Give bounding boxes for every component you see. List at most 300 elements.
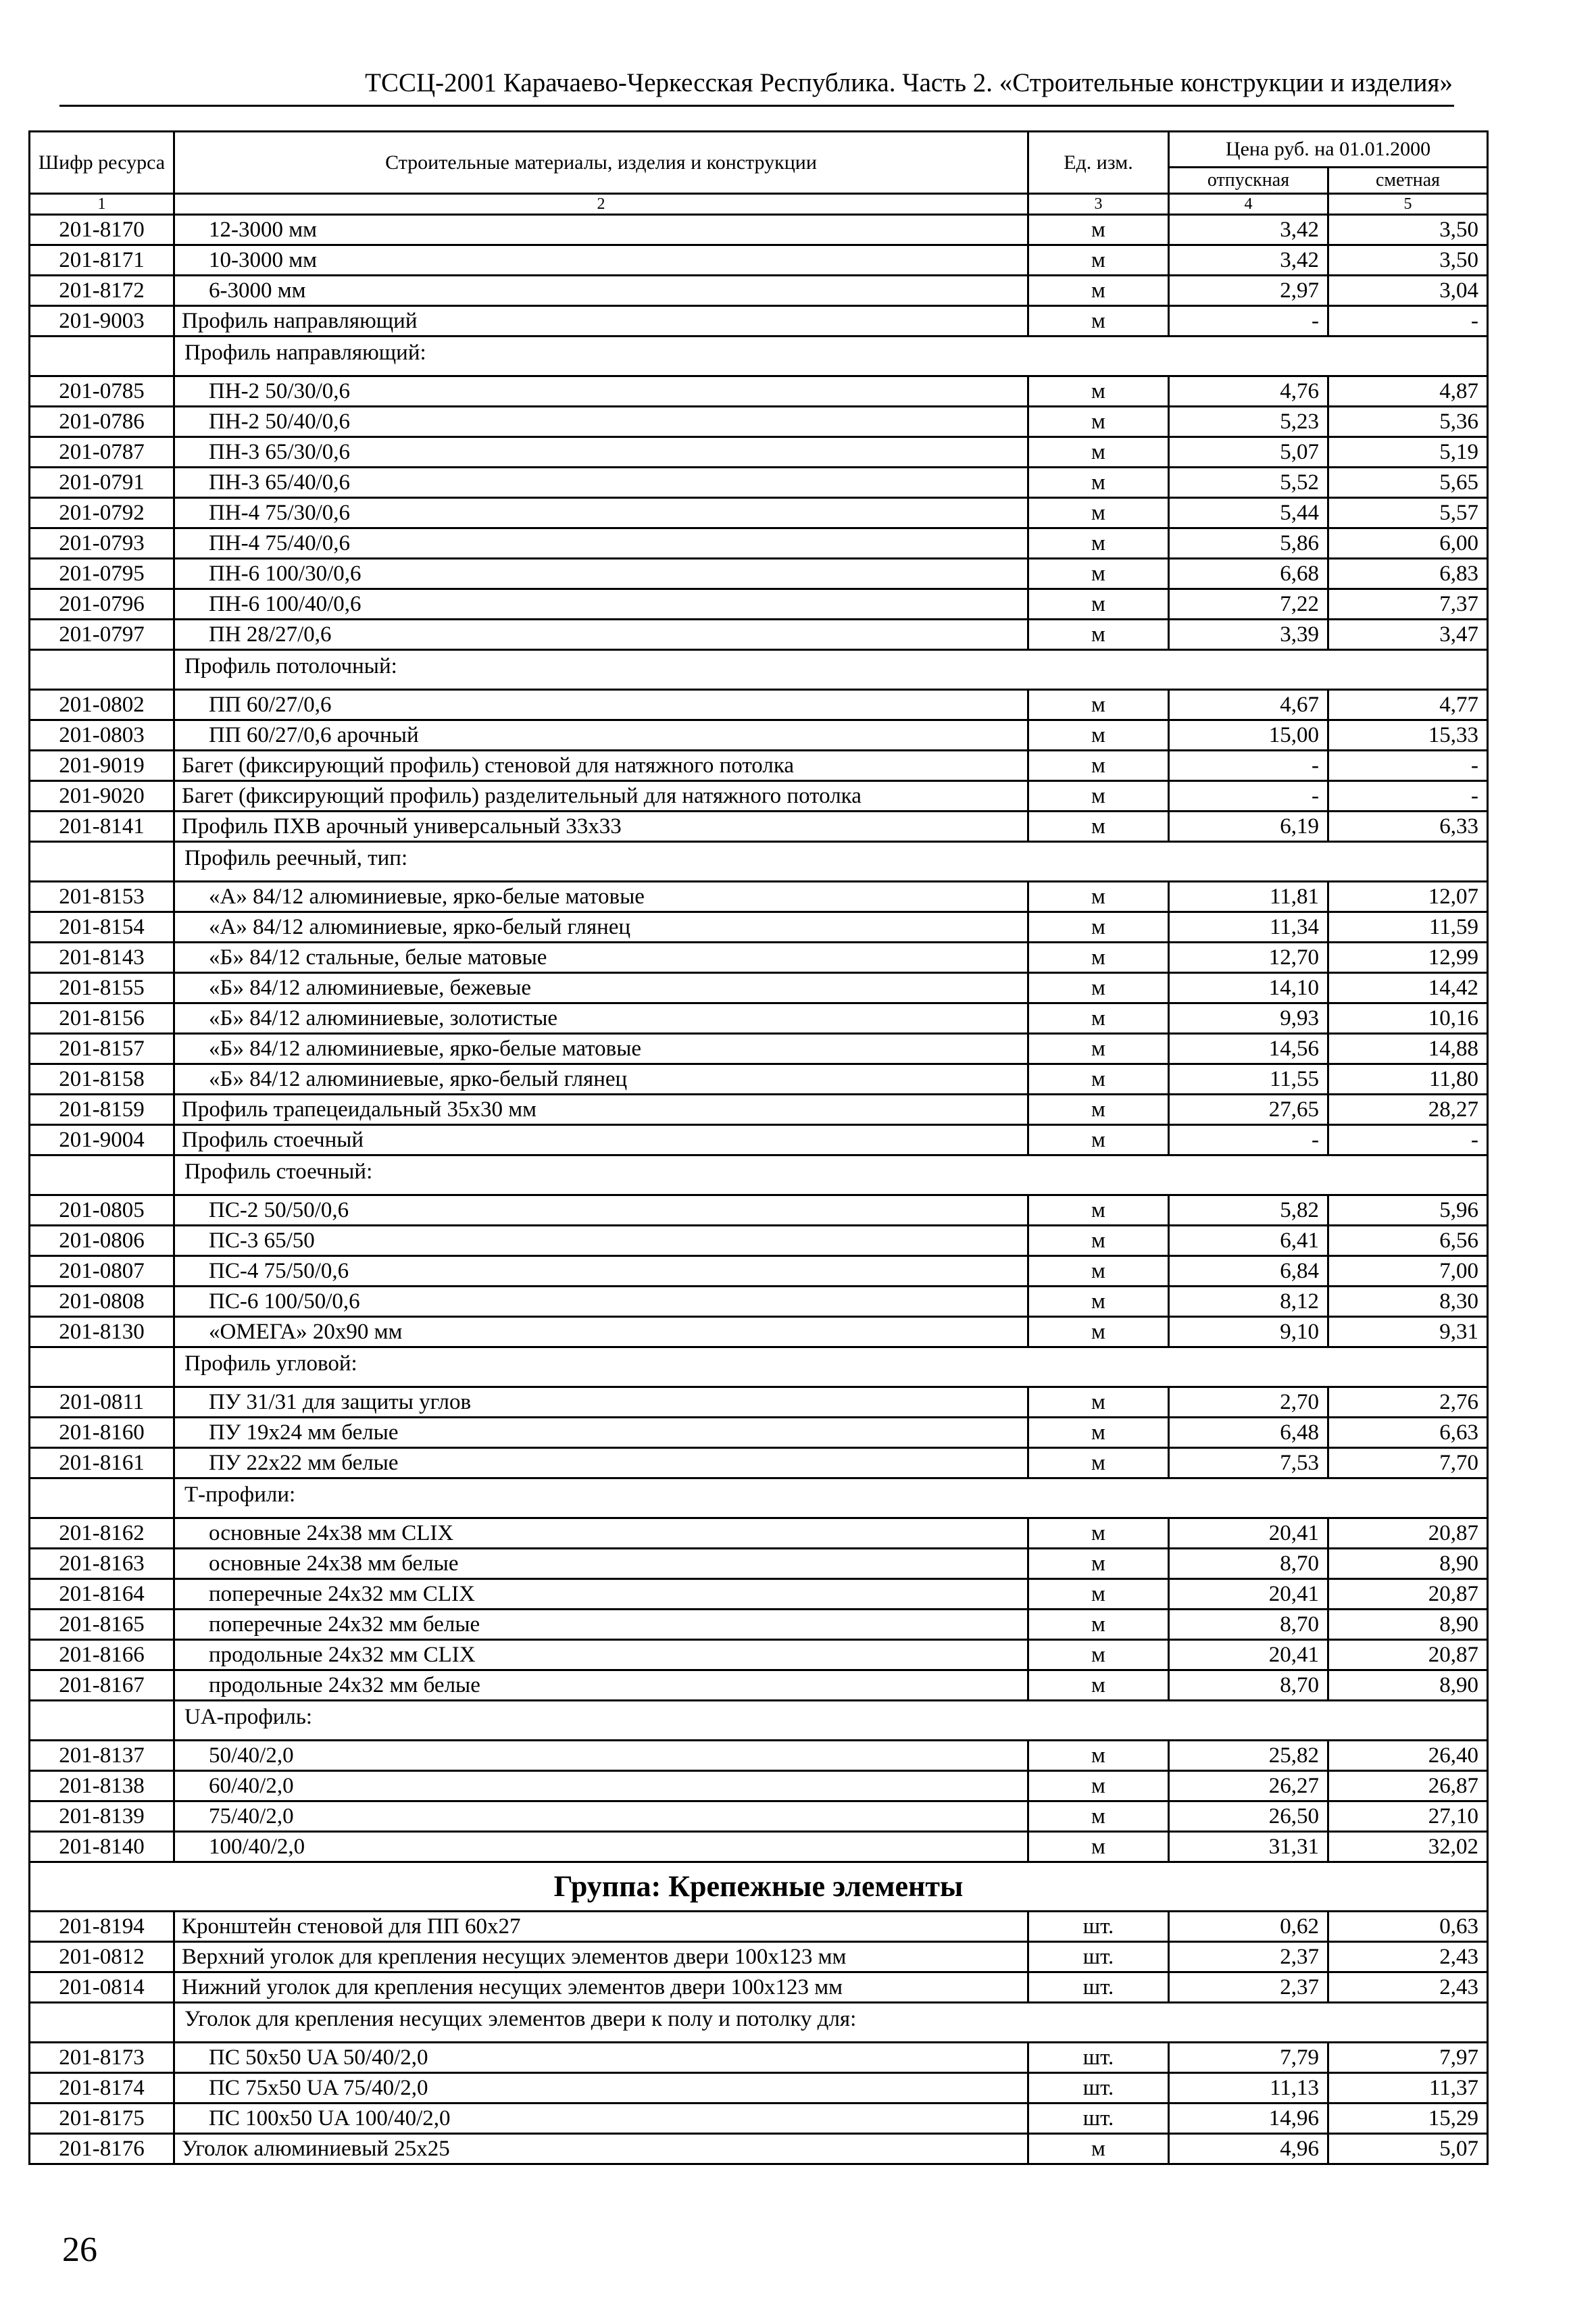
release-price-cell: 6,48 xyxy=(1169,1418,1328,1448)
table-row xyxy=(30,2104,1488,2134)
resource-code-cell: 201-9020 xyxy=(30,781,174,812)
table-row xyxy=(30,1972,1488,2003)
section-title: Профиль угловой: xyxy=(174,1347,1488,1387)
column-number: 2 xyxy=(174,194,1028,215)
release-price-cell: 0,62 xyxy=(1169,1912,1328,1942)
table-row xyxy=(30,912,1488,943)
resource-code-cell: 201-0796 xyxy=(30,589,174,620)
section-spacer-cell xyxy=(30,1347,174,1387)
release-price-cell: 8,70 xyxy=(1169,1549,1328,1579)
resource-code-cell: 201-0791 xyxy=(30,468,174,498)
unit-cell: м xyxy=(1028,468,1169,498)
unit-cell: м xyxy=(1028,498,1169,528)
estimate-price-cell: 7,97 xyxy=(1328,2043,1488,2073)
table-row xyxy=(30,376,1488,407)
release-price-cell: 27,65 xyxy=(1169,1095,1328,1125)
resource-code-cell: 201-8172 xyxy=(30,276,174,306)
resource-code-cell: 201-8156 xyxy=(30,1003,174,1034)
estimate-price-cell: 15,29 xyxy=(1328,2104,1488,2134)
estimate-price-cell: 14,42 xyxy=(1328,973,1488,1003)
release-price-cell: 2,97 xyxy=(1169,276,1328,306)
material-name-cell: ПУ 31/31 для защиты углов xyxy=(174,1387,1028,1418)
table-row xyxy=(30,882,1488,912)
table-row xyxy=(30,589,1488,620)
unit-cell: м xyxy=(1028,781,1169,812)
group-row xyxy=(30,1862,1488,1912)
release-price-cell: 4,67 xyxy=(1169,690,1328,720)
material-name-cell: поперечные 24х32 мм белые xyxy=(174,1610,1028,1640)
unit-cell: м xyxy=(1028,1003,1169,1034)
estimate-price-cell: 8,90 xyxy=(1328,1549,1488,1579)
table-row xyxy=(30,1801,1488,1832)
unit-cell: м xyxy=(1028,1256,1169,1287)
unit-cell: м xyxy=(1028,1610,1169,1640)
release-price-cell: 5,23 xyxy=(1169,407,1328,437)
unit-cell: шт. xyxy=(1028,2043,1169,2073)
release-price-cell: - xyxy=(1169,781,1328,812)
release-price-cell: 4,76 xyxy=(1169,376,1328,407)
estimate-price-cell: 3,50 xyxy=(1328,215,1488,245)
table-row xyxy=(30,1226,1488,1256)
material-name-cell: 100/40/2,0 xyxy=(174,1832,1028,1862)
page-title: ТССЦ-2001 Карачаево-Черкесская Республика. Часть 2. «Строительные конструкции и изделия» xyxy=(365,68,1453,97)
material-name-cell: поперечные 24х32 мм CLIX xyxy=(174,1579,1028,1610)
material-name-cell: основные 24х38 мм CLIX xyxy=(174,1518,1028,1549)
unit-cell: м xyxy=(1028,620,1169,650)
unit-cell: м xyxy=(1028,1518,1169,1549)
material-name-cell: Профиль стоечный xyxy=(174,1125,1028,1155)
release-price-cell: 15,00 xyxy=(1169,720,1328,751)
release-price-cell: 26,27 xyxy=(1169,1771,1328,1801)
page-number: 26 xyxy=(62,2231,97,2269)
table-row xyxy=(30,812,1488,842)
resource-code-cell: 201-8143 xyxy=(30,943,174,973)
unit-cell: м xyxy=(1028,559,1169,589)
resource-code-cell: 201-8139 xyxy=(30,1801,174,1832)
table-row xyxy=(30,2073,1488,2104)
table-row xyxy=(30,1741,1488,1771)
table-row xyxy=(30,437,1488,468)
release-price-cell: 20,41 xyxy=(1169,1640,1328,1670)
estimate-price-cell: 3,50 xyxy=(1328,245,1488,276)
unit-cell: м xyxy=(1028,276,1169,306)
estimate-price-cell: 4,77 xyxy=(1328,690,1488,720)
table-body xyxy=(30,215,1488,2164)
estimate-price-cell: 7,70 xyxy=(1328,1448,1488,1478)
material-name-cell: «А» 84/12 алюминиевые, ярко-белый глянец xyxy=(174,912,1028,943)
material-name-cell: ПН-6 100/30/0,6 xyxy=(174,559,1028,589)
resource-code-cell: 201-8158 xyxy=(30,1064,174,1095)
material-name-cell: ПС-3 65/50 xyxy=(174,1226,1028,1256)
price-table xyxy=(28,130,1489,2165)
release-price-cell: 20,41 xyxy=(1169,1518,1328,1549)
material-name-cell: продольные 24х32 мм CLIX xyxy=(174,1640,1028,1670)
unit-cell: м xyxy=(1028,882,1169,912)
resource-code-cell: 201-0785 xyxy=(30,376,174,407)
resource-code-cell: 201-0807 xyxy=(30,1256,174,1287)
table-row xyxy=(30,1549,1488,1579)
unit-cell: м xyxy=(1028,751,1169,781)
release-price-cell: 7,22 xyxy=(1169,589,1328,620)
material-name-cell: ПП 60/27/0,6 арочный xyxy=(174,720,1028,751)
estimate-price-cell: 5,36 xyxy=(1328,407,1488,437)
estimate-price-cell: 26,87 xyxy=(1328,1771,1488,1801)
material-name-cell: ПН-2 50/30/0,6 xyxy=(174,376,1028,407)
resource-code-cell: 201-8171 xyxy=(30,245,174,276)
resource-code-cell: 201-0795 xyxy=(30,559,174,589)
section-title: Профиль потолочный: xyxy=(174,650,1488,690)
unit-cell: м xyxy=(1028,306,1169,337)
column-header-name: Строительные материалы, изделия и конструкции xyxy=(174,132,1028,194)
resource-code-cell: 201-0802 xyxy=(30,690,174,720)
estimate-price-cell: 2,43 xyxy=(1328,1942,1488,1972)
section-row xyxy=(30,1347,1488,1387)
table-row xyxy=(30,498,1488,528)
material-name-cell: «Б» 84/12 стальные, белые матовые xyxy=(174,943,1028,973)
release-price-cell: 5,44 xyxy=(1169,498,1328,528)
unit-cell: м xyxy=(1028,812,1169,842)
release-price-cell: 7,53 xyxy=(1169,1448,1328,1478)
release-price-cell: 12,70 xyxy=(1169,943,1328,973)
unit-cell: м xyxy=(1028,1095,1169,1125)
material-name-cell: 50/40/2,0 xyxy=(174,1741,1028,1771)
material-name-cell: ПН-4 75/40/0,6 xyxy=(174,528,1028,559)
estimate-price-cell: - xyxy=(1328,1125,1488,1155)
material-name-cell: основные 24х38 мм белые xyxy=(174,1549,1028,1579)
resource-code-cell: 201-8176 xyxy=(30,2134,174,2164)
unit-cell: м xyxy=(1028,1640,1169,1670)
column-header-estimate: сметная xyxy=(1328,168,1488,194)
resource-code-cell: 201-0797 xyxy=(30,620,174,650)
estimate-price-cell: 20,87 xyxy=(1328,1518,1488,1549)
table-row xyxy=(30,1942,1488,1972)
resource-code-cell: 201-8130 xyxy=(30,1317,174,1347)
unit-cell: м xyxy=(1028,1549,1169,1579)
resource-code-cell: 201-9004 xyxy=(30,1125,174,1155)
table-row xyxy=(30,1387,1488,1418)
unit-cell: м xyxy=(1028,1195,1169,1226)
material-name-cell: 6-3000 мм xyxy=(174,276,1028,306)
section-row xyxy=(30,2003,1488,2043)
column-number: 4 xyxy=(1169,194,1328,215)
resource-code-cell: 201-8140 xyxy=(30,1832,174,1862)
resource-code-cell: 201-8162 xyxy=(30,1518,174,1549)
resource-code-cell: 201-8161 xyxy=(30,1448,174,1478)
estimate-price-cell: 9,31 xyxy=(1328,1317,1488,1347)
material-name-cell: Уголок алюминиевый 25х25 xyxy=(174,2134,1028,2164)
unit-cell: м xyxy=(1028,690,1169,720)
resource-code-cell: 201-8167 xyxy=(30,1670,174,1701)
estimate-price-cell: 2,43 xyxy=(1328,1972,1488,2003)
estimate-price-cell: 12,07 xyxy=(1328,882,1488,912)
release-price-cell: 8,70 xyxy=(1169,1670,1328,1701)
table-row xyxy=(30,1832,1488,1862)
resource-code-cell: 201-8153 xyxy=(30,882,174,912)
release-price-cell: 6,19 xyxy=(1169,812,1328,842)
unit-cell: м xyxy=(1028,215,1169,245)
release-price-cell: 2,70 xyxy=(1169,1387,1328,1418)
section-spacer-cell xyxy=(30,650,174,690)
estimate-price-cell: 5,96 xyxy=(1328,1195,1488,1226)
material-name-cell: ПС 75х50 UA 75/40/2,0 xyxy=(174,2073,1028,2104)
estimate-price-cell: - xyxy=(1328,781,1488,812)
table-row xyxy=(30,559,1488,589)
unit-cell: м xyxy=(1028,1579,1169,1610)
estimate-price-cell: 2,76 xyxy=(1328,1387,1488,1418)
release-price-cell: 3,39 xyxy=(1169,620,1328,650)
release-price-cell: 25,82 xyxy=(1169,1741,1328,1771)
unit-cell: м xyxy=(1028,943,1169,973)
column-header-unit: Ед. изм. xyxy=(1028,132,1169,194)
unit-cell: м xyxy=(1028,1064,1169,1095)
resource-code-cell: 201-9003 xyxy=(30,306,174,337)
table-row xyxy=(30,407,1488,437)
unit-cell: м xyxy=(1028,245,1169,276)
unit-cell: м xyxy=(1028,1801,1169,1832)
resource-code-cell: 201-8175 xyxy=(30,2104,174,2134)
section-title: UA-профиль: xyxy=(174,1701,1488,1741)
table-row xyxy=(30,245,1488,276)
section-row xyxy=(30,337,1488,376)
release-price-cell: 5,86 xyxy=(1169,528,1328,559)
release-price-cell: 14,10 xyxy=(1169,973,1328,1003)
material-name-cell: Профиль трапецеидальный 35х30 мм xyxy=(174,1095,1028,1125)
unit-cell: м xyxy=(1028,407,1169,437)
material-name-cell: Кронштейн стеновой для ПП 60х27 xyxy=(174,1912,1028,1942)
material-name-cell: ПУ 19х24 мм белые xyxy=(174,1418,1028,1448)
table-row xyxy=(30,781,1488,812)
resource-code-cell: 201-8141 xyxy=(30,812,174,842)
material-name-cell: Профиль направляющий xyxy=(174,306,1028,337)
resource-code-cell: 201-8165 xyxy=(30,1610,174,1640)
material-name-cell: ПН-4 75/30/0,6 xyxy=(174,498,1028,528)
estimate-price-cell: 20,87 xyxy=(1328,1579,1488,1610)
release-price-cell: 2,37 xyxy=(1169,1942,1328,1972)
column-header-price: Цена руб. на 01.01.2000 xyxy=(1169,132,1488,168)
release-price-cell: 6,68 xyxy=(1169,559,1328,589)
unit-cell: шт. xyxy=(1028,1972,1169,2003)
unit-cell: м xyxy=(1028,437,1169,468)
release-price-cell: - xyxy=(1169,751,1328,781)
table-row xyxy=(30,620,1488,650)
material-name-cell: Профиль ПХВ арочный универсальный 33х33 xyxy=(174,812,1028,842)
release-price-cell: 8,12 xyxy=(1169,1287,1328,1317)
material-name-cell: «ОМЕГА» 20х90 мм xyxy=(174,1317,1028,1347)
resource-code-cell: 201-0793 xyxy=(30,528,174,559)
estimate-price-cell: 6,33 xyxy=(1328,812,1488,842)
material-name-cell: ПУ 22х22 мм белые xyxy=(174,1448,1028,1478)
unit-cell: м xyxy=(1028,589,1169,620)
unit-cell: м xyxy=(1028,1418,1169,1448)
release-price-cell: 14,96 xyxy=(1169,2104,1328,2134)
estimate-price-cell: 5,65 xyxy=(1328,468,1488,498)
release-price-cell: - xyxy=(1169,1125,1328,1155)
estimate-price-cell: 26,40 xyxy=(1328,1741,1488,1771)
material-name-cell: ПС-2 50/50/0,6 xyxy=(174,1195,1028,1226)
section-spacer-cell xyxy=(30,337,174,376)
unit-cell: м xyxy=(1028,1125,1169,1155)
release-price-cell: 7,79 xyxy=(1169,2043,1328,2073)
resource-code-cell: 201-8155 xyxy=(30,973,174,1003)
resource-code-cell: 201-0811 xyxy=(30,1387,174,1418)
column-header-release: отпускная xyxy=(1169,168,1328,194)
estimate-price-cell: 11,37 xyxy=(1328,2073,1488,2104)
material-name-cell: «А» 84/12 алюминиевые, ярко-белые матовые xyxy=(174,882,1028,912)
unit-cell: м xyxy=(1028,1741,1169,1771)
estimate-price-cell: - xyxy=(1328,306,1488,337)
resource-code-cell: 201-8166 xyxy=(30,1640,174,1670)
resource-code-cell: 201-8159 xyxy=(30,1095,174,1125)
estimate-price-cell: 8,90 xyxy=(1328,1610,1488,1640)
table-row xyxy=(30,1518,1488,1549)
resource-code-cell: 201-8157 xyxy=(30,1034,174,1064)
release-price-cell: 14,56 xyxy=(1169,1034,1328,1064)
unit-cell: м xyxy=(1028,720,1169,751)
resource-code-cell: 201-0805 xyxy=(30,1195,174,1226)
unit-cell: шт. xyxy=(1028,2104,1169,2134)
material-name-cell: продольные 24х32 мм белые xyxy=(174,1670,1028,1701)
section-row xyxy=(30,1478,1488,1518)
material-name-cell: «Б» 84/12 алюминиевые, бежевые xyxy=(174,973,1028,1003)
table-row xyxy=(30,1195,1488,1226)
section-spacer-cell xyxy=(30,1155,174,1195)
table-row xyxy=(30,2043,1488,2073)
table-row xyxy=(30,528,1488,559)
resource-code-cell: 201-8164 xyxy=(30,1579,174,1610)
section-row xyxy=(30,650,1488,690)
unit-cell: м xyxy=(1028,1226,1169,1256)
release-price-cell: 11,55 xyxy=(1169,1064,1328,1095)
material-name-cell: ПН-2 50/40/0,6 xyxy=(174,407,1028,437)
estimate-price-cell: 14,88 xyxy=(1328,1034,1488,1064)
section-row xyxy=(30,1155,1488,1195)
table-row xyxy=(30,276,1488,306)
unit-cell: м xyxy=(1028,912,1169,943)
estimate-price-cell: 12,99 xyxy=(1328,943,1488,973)
material-name-cell: ПП 60/27/0,6 xyxy=(174,690,1028,720)
unit-cell: м xyxy=(1028,1034,1169,1064)
estimate-price-cell: 10,16 xyxy=(1328,1003,1488,1034)
estimate-price-cell: 8,30 xyxy=(1328,1287,1488,1317)
section-title: Профиль стоечный: xyxy=(174,1155,1488,1195)
table-row xyxy=(30,306,1488,337)
group-title: Группа: Крепежные элементы xyxy=(30,1862,1488,1912)
release-price-cell: 6,84 xyxy=(1169,1256,1328,1287)
column-number: 1 xyxy=(30,194,174,215)
table-row xyxy=(30,690,1488,720)
material-name-cell: ПН-3 65/30/0,6 xyxy=(174,437,1028,468)
table-row xyxy=(30,1670,1488,1701)
table-row xyxy=(30,1095,1488,1125)
release-price-cell: 9,93 xyxy=(1169,1003,1328,1034)
table-row xyxy=(30,1448,1488,1478)
estimate-price-cell: 3,04 xyxy=(1328,276,1488,306)
section-spacer-cell xyxy=(30,2003,174,2043)
release-price-cell: 8,70 xyxy=(1169,1610,1328,1640)
table-row xyxy=(30,1125,1488,1155)
estimate-price-cell: 5,19 xyxy=(1328,437,1488,468)
resource-code-cell: 201-8160 xyxy=(30,1418,174,1448)
material-name-cell: Нижний уголок для крепления несущих элементов двери 100х123 мм xyxy=(174,1972,1028,2003)
resource-code-cell: 201-8154 xyxy=(30,912,174,943)
release-price-cell: 5,52 xyxy=(1169,468,1328,498)
table-row xyxy=(30,468,1488,498)
section-row xyxy=(30,842,1488,882)
table-header xyxy=(30,132,1488,215)
section-row xyxy=(30,1701,1488,1741)
material-name-cell: 75/40/2,0 xyxy=(174,1801,1028,1832)
release-price-cell: 20,41 xyxy=(1169,1579,1328,1610)
estimate-price-cell: 11,59 xyxy=(1328,912,1488,943)
material-name-cell: ПС 50х50 UA 50/40/2,0 xyxy=(174,2043,1028,2073)
material-name-cell: 10-3000 мм xyxy=(174,245,1028,276)
resource-code-cell: 201-0814 xyxy=(30,1972,174,2003)
release-price-cell: 5,07 xyxy=(1169,437,1328,468)
estimate-price-cell: 8,90 xyxy=(1328,1670,1488,1701)
table-row xyxy=(30,1256,1488,1287)
estimate-price-cell: 6,63 xyxy=(1328,1418,1488,1448)
unit-cell: м xyxy=(1028,1387,1169,1418)
release-price-cell: 2,37 xyxy=(1169,1972,1328,2003)
column-number: 5 xyxy=(1328,194,1488,215)
estimate-price-cell: 11,80 xyxy=(1328,1064,1488,1095)
resource-code-cell: 201-8194 xyxy=(30,1912,174,1942)
table-row xyxy=(30,1418,1488,1448)
estimate-price-cell: 28,27 xyxy=(1328,1095,1488,1125)
material-name-cell: ПС-6 100/50/0,6 xyxy=(174,1287,1028,1317)
resource-code-cell: 201-0806 xyxy=(30,1226,174,1256)
unit-cell: м xyxy=(1028,1832,1169,1862)
estimate-price-cell: 3,47 xyxy=(1328,620,1488,650)
unit-cell: м xyxy=(1028,528,1169,559)
estimate-price-cell: 4,87 xyxy=(1328,376,1488,407)
table-row xyxy=(30,1064,1488,1095)
header-rule xyxy=(59,105,1454,107)
unit-cell: м xyxy=(1028,1287,1169,1317)
resource-code-cell: 201-8138 xyxy=(30,1771,174,1801)
table-row xyxy=(30,943,1488,973)
material-name-cell: ПН-3 65/40/0,6 xyxy=(174,468,1028,498)
resource-code-cell: 201-8173 xyxy=(30,2043,174,2073)
section-title: Профиль направляющий: xyxy=(174,337,1488,376)
section-spacer-cell xyxy=(30,842,174,882)
material-name-cell: 12-3000 мм xyxy=(174,215,1028,245)
section-spacer-cell xyxy=(30,1478,174,1518)
resource-code-cell: 201-0786 xyxy=(30,407,174,437)
material-name-cell: 60/40/2,0 xyxy=(174,1771,1028,1801)
unit-cell: м xyxy=(1028,1317,1169,1347)
section-spacer-cell xyxy=(30,1701,174,1741)
table-row xyxy=(30,1034,1488,1064)
resource-code-cell: 201-8137 xyxy=(30,1741,174,1771)
estimate-price-cell: 7,37 xyxy=(1328,589,1488,620)
table-row xyxy=(30,1317,1488,1347)
material-name-cell: ПС-4 75/50/0,6 xyxy=(174,1256,1028,1287)
material-name-cell: ПН-6 100/40/0,6 xyxy=(174,589,1028,620)
material-name-cell: ПН 28/27/0,6 xyxy=(174,620,1028,650)
section-title: Уголок для крепления несущих элементов двери к полу и потолку для: xyxy=(174,2003,1488,2043)
estimate-price-cell: 6,00 xyxy=(1328,528,1488,559)
unit-cell: шт. xyxy=(1028,1942,1169,1972)
release-price-cell: 3,42 xyxy=(1169,245,1328,276)
table-row xyxy=(30,973,1488,1003)
price-table-container xyxy=(28,130,1487,2165)
material-name-cell: Верхний уголок для крепления несущих элементов двери 100х123 мм xyxy=(174,1942,1028,1972)
estimate-price-cell: 7,00 xyxy=(1328,1256,1488,1287)
unit-cell: м xyxy=(1028,1448,1169,1478)
release-price-cell: 4,96 xyxy=(1169,2134,1328,2164)
table-row xyxy=(30,215,1488,245)
